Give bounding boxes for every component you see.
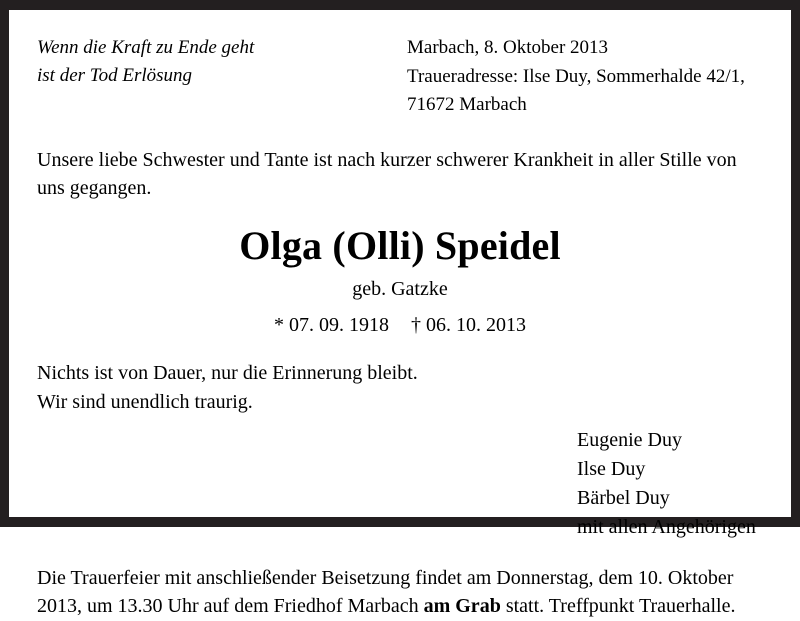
place-date: Marbach, 8. Oktober 2013	[407, 37, 609, 58]
deceased-name: Olga (Olli) Speidel	[239, 223, 561, 269]
mourning-address-line-2: 71672 Marbach	[407, 94, 527, 115]
verse-line-2: Wir sind unendlich traurig.	[37, 390, 253, 413]
motto-line-2: ist der Tod Erlösung	[37, 64, 193, 86]
deceased-dates	[37, 314, 763, 337]
funeral-line-2	[37, 592, 763, 620]
funeral-line-2-part-1: 2013, um 13.30 Uhr auf dem Friedhof Marbach	[37, 595, 424, 618]
list-item: Eugenie Duy	[577, 429, 682, 452]
motto-block	[37, 32, 407, 89]
death-date: † 06. 10. 2013	[411, 314, 526, 337]
list-item: mit allen Angehörigen	[577, 516, 756, 539]
verse-text	[37, 359, 763, 416]
notice-header	[37, 32, 763, 120]
funeral-line-1: Die Trauerfeier mit anschließender Beisetzung findet am Donnerstag, dem 10. Oktober	[37, 567, 734, 590]
birth-date: * 07. 09. 1918	[274, 314, 389, 337]
funeral-line-2-part-2: statt. Treffpunkt Trauerhalle.	[500, 595, 736, 618]
deceased-maiden-name: geb. Gatzke	[352, 278, 448, 301]
signers-list	[37, 426, 763, 542]
intro-line-1: Unsere liebe Schwester und Tante ist nach kurzer schwerer Krankheit in aller Stille von	[37, 148, 737, 171]
funeral-details	[37, 564, 763, 621]
list-item: Ilse Duy	[577, 458, 646, 481]
intro-line-2: uns gegangen.	[37, 176, 152, 199]
place-and-address-block	[407, 32, 745, 120]
motto-line-1: Wenn die Kraft zu Ende geht	[37, 37, 255, 58]
intro-text	[37, 146, 763, 203]
funeral-emphasis: am Grab	[423, 595, 501, 618]
mourning-address-line-1: Traueradresse: Ilse Duy, Sommerhalde 42/1,	[407, 65, 745, 87]
list-item: Bärbel Duy	[577, 487, 670, 510]
verse-line-1: Nichts ist von Dauer, nur die Erinnerung bleibt.	[37, 362, 418, 385]
